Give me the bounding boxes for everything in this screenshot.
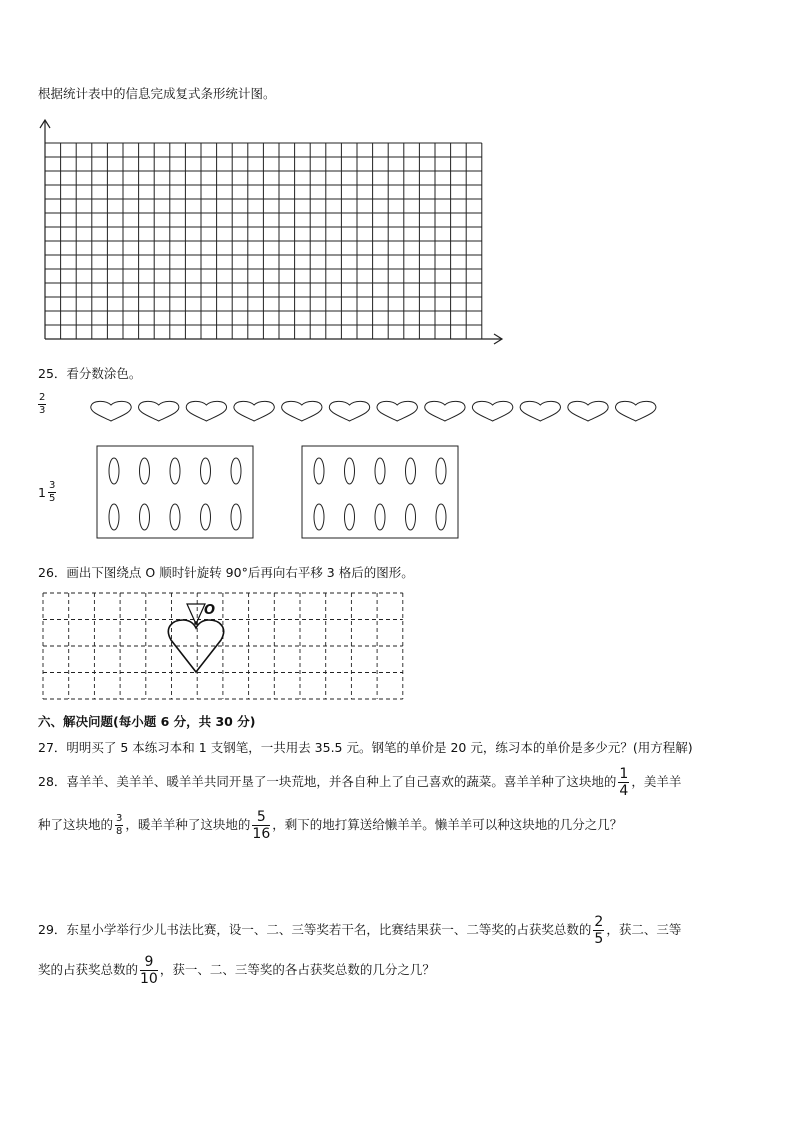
intro-text: 根据统计表中的信息完成复式条形统计图。 <box>38 86 276 101</box>
q28-line1: 28．喜羊羊、美羊羊、暖羊羊共同开垦了一块荒地，并各自种上了自己喜欢的蔬菜。喜羊羊种了这块地的 $\frac{1}{4}$ ，美羊羊 <box>38 766 682 799</box>
section-6-heading: 六、解决问题(每小题 6 分，共 30 分) <box>38 714 256 729</box>
q28-line2: 种了这块地的 $\frac{3}{8}$ ，暖羊羊种了这块地的 $\frac{5}{16}$ ，剩下的地打算送给懒羊羊。懒羊羊可以种这块地的几分之几？ <box>38 809 623 842</box>
q25-mixed-fraction: 1 $\frac{3}{5}$ <box>38 480 56 504</box>
point-o <box>194 621 198 625</box>
q29-line1: 29．东星小学举行少儿书法比赛，设一、二、三等奖若干名，比赛结果获一、二等奖的占获奖总数的 $\frac{2}{5}$ ，获二、三等 <box>38 914 682 947</box>
q25-fraction-2-3: $\frac{2}{3}$ <box>39 392 46 416</box>
q25-title: 25．看分数涂色。 <box>38 366 142 381</box>
q26-title: 26．画出下图绕点 O 顺时针旋转 90°后再向右平移 3 格后的图形。 <box>38 565 414 580</box>
q29-line2: 奖的占获奖总数的 $\frac{9}{10}$ ，获一、二、三等奖的各占获奖总数的几分之几？ <box>38 954 435 987</box>
point-o-label: O <box>204 603 216 618</box>
heart-shape <box>168 620 223 672</box>
q27-text: 27．明明买了 5 本练习本和 1 支钢笔，一共用去 35.5 元。钢笔的单价是 20 元，练习本的单价是多少元？(用方程解) <box>38 740 693 755</box>
